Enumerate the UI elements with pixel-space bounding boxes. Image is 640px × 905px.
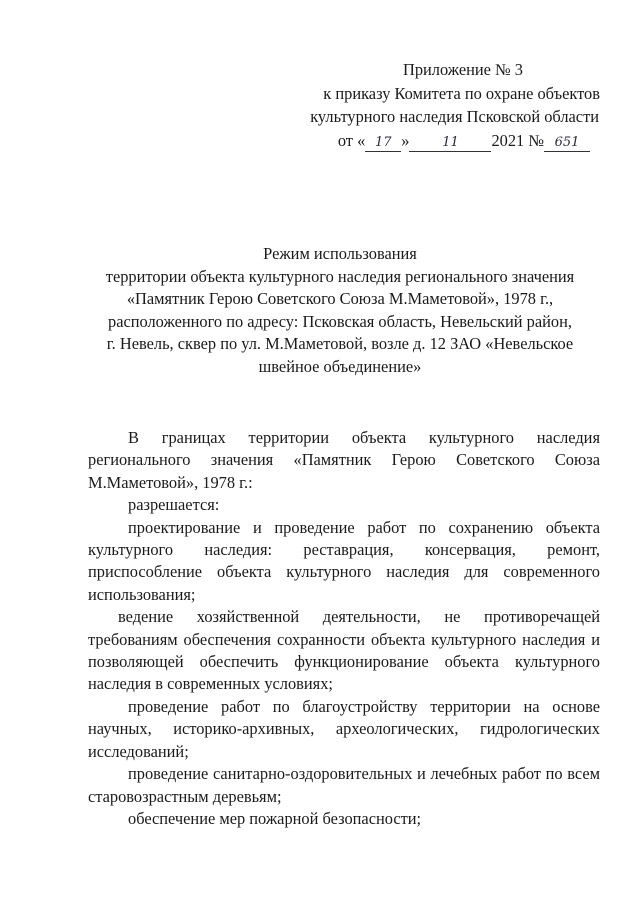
title-line-3: «Памятник Герою Советского Союза М.Маметовой», 1978 г., bbox=[126, 289, 554, 309]
order-number-handwritten: 651 bbox=[544, 135, 590, 152]
document-title bbox=[80, 243, 600, 379]
appendix-number: Приложение № 3 bbox=[402, 60, 523, 79]
appendix-committee: культурного наследия Псковской области bbox=[310, 107, 599, 126]
date-mid: » bbox=[401, 130, 410, 150]
paragraph-landscaping: проведение работ по благоустройству территории на основе научных, историко-архивных, археологических, гидрологических исследований; bbox=[88, 696, 600, 761]
appendix-date-line bbox=[300, 129, 600, 153]
paragraph-sanitary-works: проведение санитарно-оздоровительных и лечебных работ по всем старовозрастным деревьям; bbox=[88, 764, 600, 806]
paragraph-permitted: разрешается: bbox=[128, 495, 220, 515]
title-line-6: швейное объединение» bbox=[258, 356, 422, 376]
date-day-handwritten: 17 bbox=[365, 135, 401, 152]
paragraph-design-works: проектирование и проведение работ по сохранению объекта культурного наследия: реставрация, консервация, ремонт, приспособление объекта культурного наследия для современного использования; bbox=[88, 517, 600, 604]
appendix-order-ref: к приказу Комитета по охране объектов bbox=[323, 83, 600, 103]
title-line-2: территории объекта культурного наследия регионального значения bbox=[105, 266, 575, 286]
paragraph-boundaries: В границах территории объекта культурного наследия регионального значения «Памятник Герою Советского Союза М.Маметовой», 1978 г.: bbox=[88, 428, 600, 492]
year-number-label: 2021 № bbox=[491, 130, 544, 150]
title-line-1: Режим использования bbox=[263, 244, 417, 263]
paragraph-fire-safety: обеспечение мер пожарной безопасности; bbox=[128, 808, 422, 828]
document-body bbox=[88, 427, 600, 830]
date-month-handwritten: 11 bbox=[409, 135, 491, 152]
paragraph-economic-activity: ведение хозяйственной деятельности, не противоречащей требованиям обеспечения сохранности объекта культурного наследия и позволяющей обеспечить функционирование объекта культурного наследия в современных условиях; bbox=[88, 607, 600, 694]
title-line-5: г. Невель, сквер по ул. М.Маметовой, возле д. 12 ЗАО «Невельское bbox=[106, 334, 574, 354]
title-line-4: расположенного по адресу: Псковская область, Невельский район, bbox=[108, 311, 572, 331]
appendix-header bbox=[300, 58, 600, 152]
date-prefix: от « bbox=[337, 130, 366, 150]
